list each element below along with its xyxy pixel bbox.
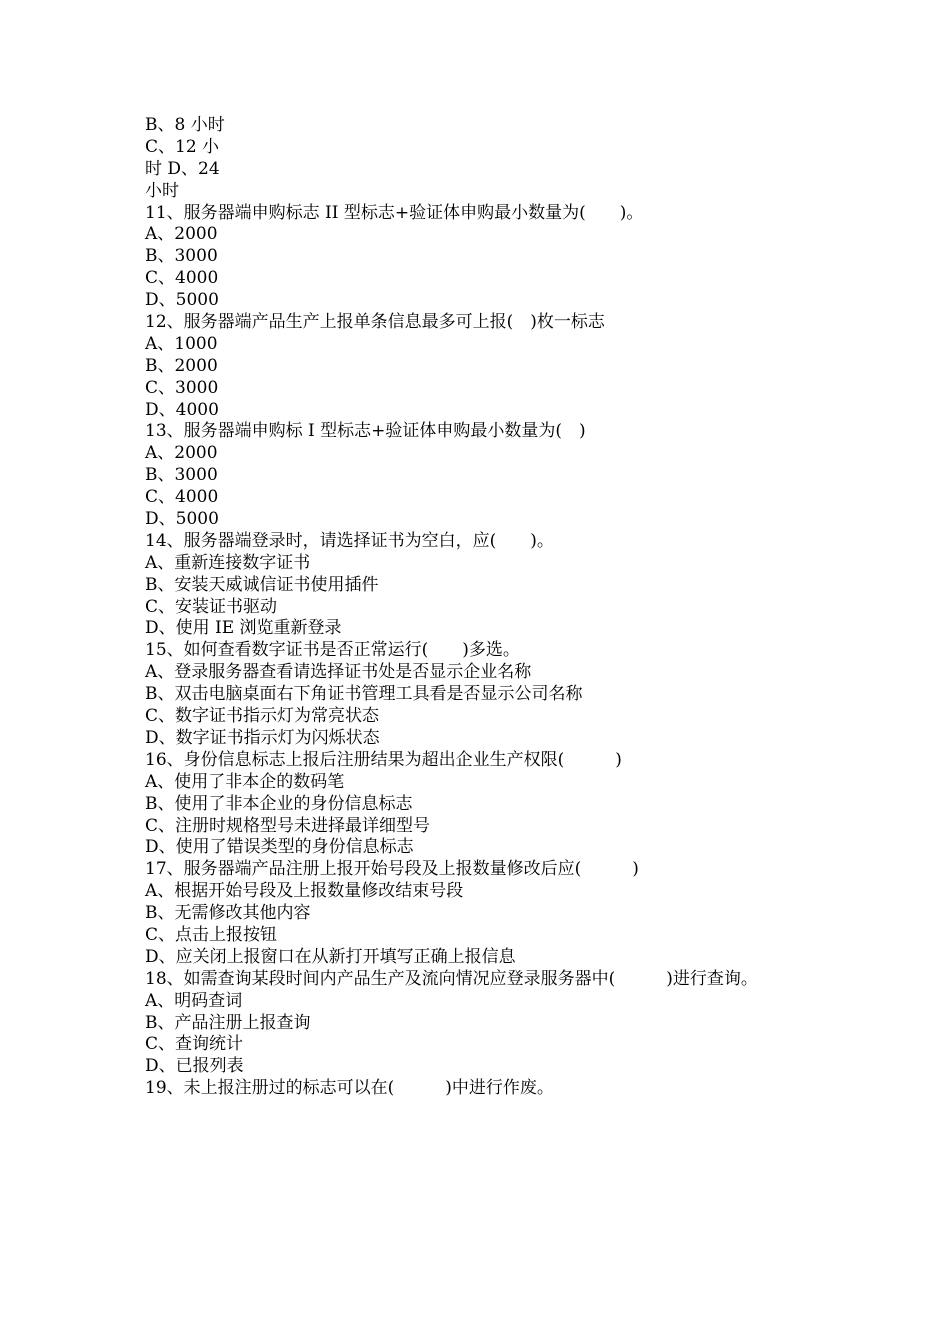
text-line: C、12 小 xyxy=(145,136,220,157)
option-b: B、无需修改其他内容 xyxy=(145,903,311,924)
question-14: 14、服务器端登录时，请选择证书为空白，应( )。 xyxy=(145,530,554,551)
option-c: C、安装证书驱动 xyxy=(145,596,278,617)
option-d: D、已报列表 xyxy=(145,1056,244,1077)
option-a: A、重新连接数字证书 xyxy=(145,552,311,573)
text-line: 时 D、24 xyxy=(145,158,220,179)
question-12: 12、服务器端产品生产上报单条信息最多可上报( )枚一标志 xyxy=(145,312,605,333)
question-11: 11、服务器端申购标志 II 型标志+验证体申购最小数量为( )。 xyxy=(145,202,644,223)
option-b: B、双击电脑桌面右下角证书管理工具看是否显示公司名称 xyxy=(145,684,583,705)
text-line: B、8 小时 xyxy=(145,115,225,135)
option-c: C、注册时规格型号未进择最详细型号 xyxy=(145,815,431,836)
option-c: C、3000 xyxy=(145,377,219,398)
option-c: C、点击上报按钮 xyxy=(145,924,278,945)
option-a: A、2000 xyxy=(145,443,218,464)
question-list xyxy=(145,115,845,1100)
option-a: A、1000 xyxy=(145,333,218,354)
option-b: B、使用了非本企业的身份信息标志 xyxy=(145,793,413,814)
option-d: D、数字证书指示灯为闪烁状态 xyxy=(145,727,380,748)
option-c: C、查询统计 xyxy=(145,1034,244,1055)
option-d: D、5000 xyxy=(145,290,219,311)
option-d: D、4000 xyxy=(145,399,219,420)
option-a: A、登录服务器查看请选择证书处是否显示企业名称 xyxy=(145,662,532,683)
question-19: 19、未上报注册过的标志可以在( )中进行作废。 xyxy=(145,1078,554,1099)
option-c: C、4000 xyxy=(145,268,219,289)
option-a: A、使用了非本企的数码笔 xyxy=(145,771,345,792)
option-b: B、安装天威诚信证书使用插件 xyxy=(145,574,379,595)
option-b: B、产品注册上报查询 xyxy=(145,1012,311,1033)
option-d: D、使用了错误类型的身份信息标志 xyxy=(145,837,414,858)
question-16: 16、身份信息标志上报后注册结果为超出企业生产权限( ) xyxy=(145,749,622,770)
option-b: B、3000 xyxy=(145,465,218,486)
option-a: A、明码查词 xyxy=(145,990,243,1011)
question-15: 15、如何查看数字证书是否正常运行( )多选。 xyxy=(145,640,520,661)
question-17: 17、服务器端产品注册上报开始号段及上报数量修改后应( ) xyxy=(145,859,639,880)
question-18: 18、如需查询某段时间内产品生产及流向情况应登录服务器中( )进行查询。 xyxy=(145,968,758,989)
option-c: C、4000 xyxy=(145,487,219,508)
text-line: 小时 xyxy=(145,180,179,201)
option-d: D、5000 xyxy=(145,509,219,530)
option-b: B、2000 xyxy=(145,355,218,376)
option-b: B、3000 xyxy=(145,246,218,267)
option-d: D、使用 IE 浏览重新登录 xyxy=(145,618,342,639)
option-a: A、2000 xyxy=(145,224,218,245)
question-13: 13、服务器端申购标 I 型标志+验证体申购最小数量为( ) xyxy=(145,421,586,442)
option-d: D、应关闭上报窗口在从新打开填写正确上报信息 xyxy=(145,946,516,967)
option-c: C、数字证书指示灯为常亮状态 xyxy=(145,706,380,727)
option-a: A、根据开始号段及上报数量修改结束号段 xyxy=(145,881,464,902)
